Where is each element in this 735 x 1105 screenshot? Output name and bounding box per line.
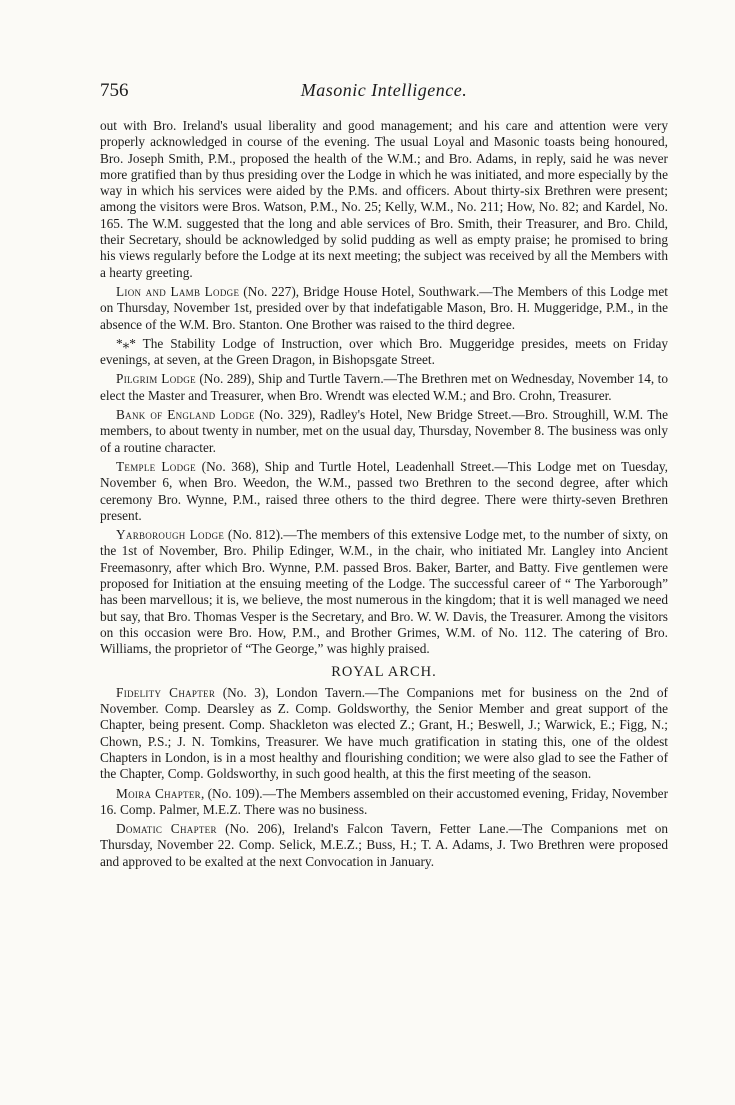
paragraph-text: (No. 289), Ship and Turtle Tavern.—The Brethren met on Wednesday, November 14, to elect the Master and Treasurer, when Bro. Wrendt was elected W.M.; and Bro. Crohn, Treasurer. xyxy=(100,371,668,403)
paragraph-lion-and-lamb-lodge xyxy=(100,284,668,333)
paragraph-lead: Moira Chapter xyxy=(116,785,201,801)
paragraph-text: (No. 206), Ireland's Falcon Tavern, Fetter Lane.—The Companions met on Thursday, November 22. Comp. Selick, M.E.Z.; Buss, H.; T. A. Adams, J. Two Brethren were proposed and approved to be exalted at the next Convocation in January. xyxy=(100,821,668,869)
paragraph-pilgrim-lodge xyxy=(100,371,668,404)
section-heading-royal-arch: ROYAL ARCH. xyxy=(331,663,437,680)
paragraph-lead: Lion and Lamb Lodge xyxy=(116,283,240,299)
paragraph-lead: Fidelity Chapter xyxy=(116,684,216,700)
paragraph-lead: Yarborough Lodge xyxy=(116,527,225,543)
paragraph-domatic-chapter xyxy=(100,821,668,870)
running-header xyxy=(100,80,668,104)
paragraph-text: (No. 3), London Tavern.—The Companions met for business on the 2nd of November. Comp. Dearsley as Z. Comp. Goldsworthy, the Senior Member and great support of the Chapter, being present. Comp. Shackleton was elected Z.; Grant, H.; Beswell, J.; Warwick, E.; Figg, N.; Chown, P.S.; J. N. Tomkins, Treasurer. We have much gratification in stating this, one of the oldest Chapters in London, is in a most healthy and flourishing condition; we were also glad to see the Father of the Chapter, Comp. Goldsworthy, in such good health, at this the first meeting of the season. xyxy=(100,684,668,782)
paragraph-lead: Domatic Chapter xyxy=(116,821,217,837)
paragraph-yarborough-lodge xyxy=(100,527,668,657)
running-title: Masonic Intelligence. xyxy=(300,80,468,100)
paragraph-text: out with Bro. Ireland's usual liberality and good management; and his care and attention were very properly acknowledged in course of the evening. The usual Loyal and Masonic toasts being honoured, Bro. Joseph Smith, P.M., proposed the health of the W.M.; and Bro. Adams, in reply, said he was never more gratified than by thus presiding over the Lodge in which he was initiated, and more especially by the way in which his services were aided by the P.Ms. and officers. About thirty-six Brethren were present; among the visitors were Bros. Watson, P.M., No. 25; Kelly, W.M., No. 211; How, No. 82; and Kardel, No. 165. The W.M. suggested that the long and able services of Bro. Smith, their Treasurer, and Bro. Child, their Secretary, should be acknowledged by solid pudding as well as empty praise; he promised to bring his views regularly before the Lodge at its next meeting; the subject was received by all the Members with a hearty greeting. xyxy=(100,118,668,280)
paragraph-text: *⁎* The Stability Lodge of Instruction, over which Bro. Muggeridge presides, meets on Friday evenings, at seven, at the Green Dragon, in Bishopsgate Street. xyxy=(100,335,668,368)
paragraph-fidelity-chapter xyxy=(100,685,668,783)
paragraph-temple-lodge xyxy=(100,459,668,524)
paragraph-lead: Temple Lodge xyxy=(116,458,196,474)
paragraph-text: , (No. 109).—The Members assembled on their accustomed evening, Friday, November 16. Comp. Palmer, M.E.Z. There was no business. xyxy=(100,785,668,817)
page-number: 756 xyxy=(100,80,129,101)
paragraph-text: (No. 227), Bridge House Hotel, Southwark.—The Members of this Lodge met on Thursday, November 1st, presided over by that indefatigable Mason, Bro. H. Muggeridge, P.M., in the absence of the W.M. Bro. Stanton. One Brother was raised to the third degree. xyxy=(100,283,668,332)
paragraph-continuation xyxy=(100,118,668,281)
paragraph-text: (No. 368), Ship and Turtle Hotel, Leadenhall Street.—This Lodge met on Tuesday, November 6, when Bro. Weedon, the W.M., passed two Brethren to the second degree, after which ceremony Bro. Wynne, P.M., raised three others to the third degree. There were thirty-seven Brethren present. xyxy=(100,458,669,523)
paragraph-lead: Bank of England Lodge xyxy=(116,407,255,423)
paragraph-text: (No. 812).—The members of this extensive Lodge met, to the number of sixty, on the 1st of November, Bro. Philip Edinger, W.M., in the chair, who initiated Mr. Langley into Ancient Freemasonry, after which Bro. Wynne, P.M. passed Bros. Baker, Barter, and Batty. Five gentlemen were proposed for Initiation at the ensuing meeting of the Lodge. The successful career of “ The Yarborough” has been marvellous; it is, we believe, the most numerous in the kingdom; that it is well managed we need but say, that Bro. Thomas Vesper is the Secretary, and Bro. W. W. Davis, the Treasurer. Among the visitors on this occasion were Bro. How, P.M., and Brother Grimes, W.M. of No. 112. The catering of Bro. Williams, the proprietor of “The George,” was highly praised. xyxy=(100,527,668,657)
paragraph-bank-of-england-lodge xyxy=(100,407,668,456)
article-body xyxy=(100,118,668,873)
paragraph-moira-chapter xyxy=(100,786,668,819)
paragraph-lead: Pilgrim Lodge xyxy=(116,371,196,387)
paragraph-stability-lodge-note xyxy=(100,336,668,369)
paragraph-text: (No. 329), Radley's Hotel, New Bridge Street.—Bro. Stroughill, W.M. The members, to about twenty in number, met on the usual day, Thursday, November 8. The business was only of a routine character. xyxy=(100,407,668,455)
